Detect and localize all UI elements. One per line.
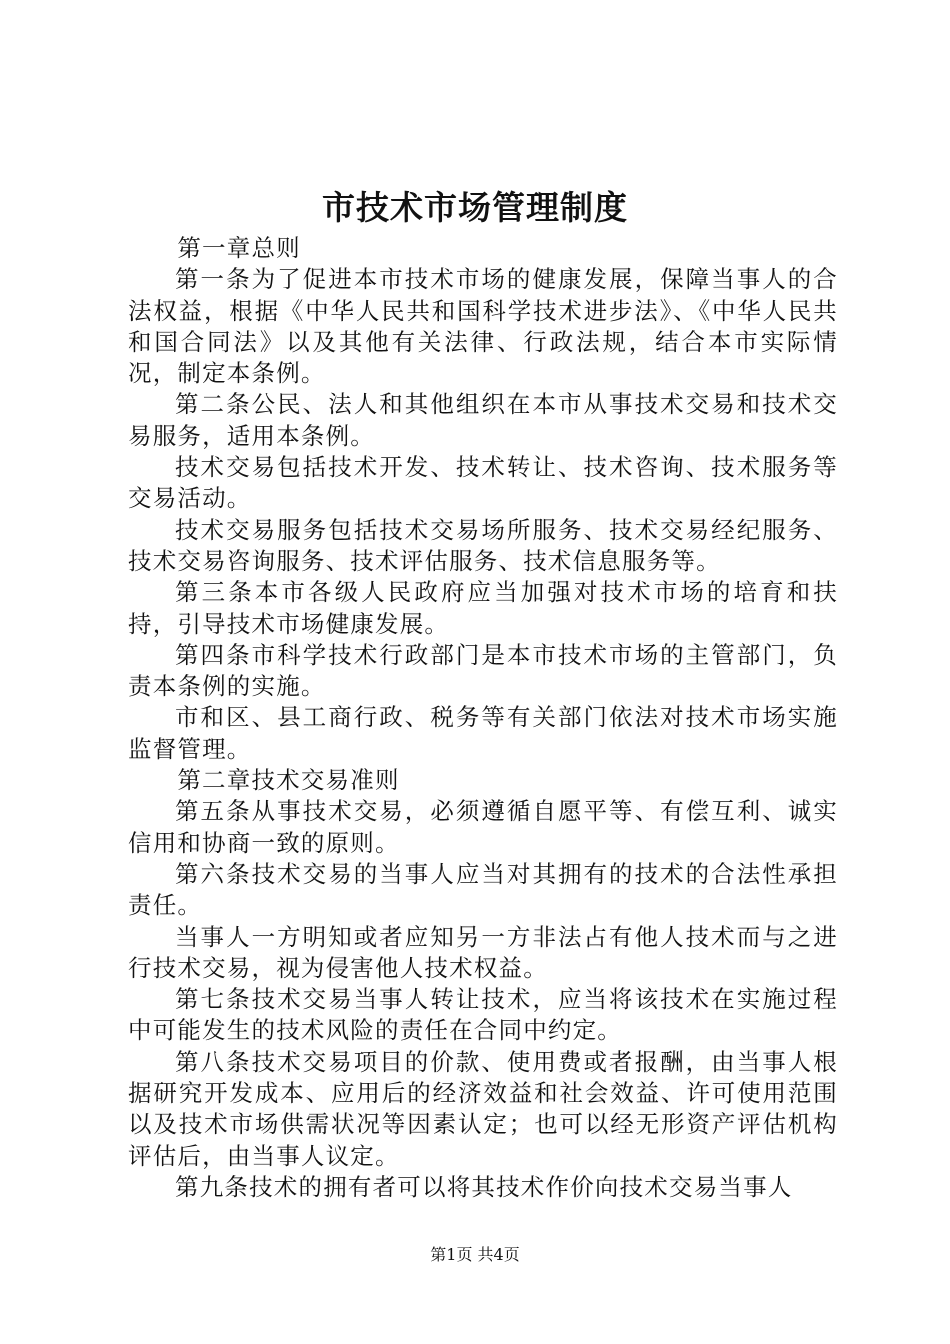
document-title: 市技术市场管理制度 <box>322 188 628 227</box>
paragraph: 市和区、县工商行政、税务等有关部门依法对技术市场实施监督管理。 <box>128 703 838 763</box>
paragraph: 第五条从事技术交易，必须遵循自愿平等、有偿互利、诚实信用和协商一致的原则。 <box>128 797 838 857</box>
paragraph: 第一条为了促进本市技术市场的健康发展，保障当事人的合法权益，根据《中华人民共和国科学技术进步法》、《中华人民共和国合同法》以及其他有关法律、行政法规，结合本市实际情况，制定本条例。 <box>128 265 838 388</box>
paragraph: 第四条市科学技术行政部门是本市技术市场的主管部门，负责本条例的实施。 <box>128 640 838 701</box>
page-footer: 第1页 共4页 <box>430 1245 520 1264</box>
document-body <box>128 233 838 1203</box>
chapter-heading: 第二章技术交易准则 <box>177 766 400 795</box>
paragraph: 第九条技术的拥有者可以将其技术作价向技术交易当事人 <box>175 1172 793 1201</box>
paragraph: 当事人一方明知或者应知另一方非法占有他人技术而与之进行技术交易，视为侵害他人技术权益。 <box>128 922 838 982</box>
paragraph: 第七条技术交易当事人转让技术，应当将该技术在实施过程中可能发生的技术风险的责任在合同中约定。 <box>128 985 838 1045</box>
paragraph: 技术交易包括技术开发、技术转让、技术咨询、技术服务等交易活动。 <box>128 453 838 513</box>
paragraph: 第六条技术交易的当事人应当对其拥有的技术的合法性承担责任。 <box>128 859 838 920</box>
chapter-heading: 第一章总则 <box>177 234 301 262</box>
paragraph: 第二条公民、法人和其他组织在本市从事技术交易和技术交易服务，适用本条例。 <box>128 390 838 450</box>
paragraph: 技术交易服务包括技术交易场所服务、技术交易经纪服务、技术交易咨询服务、技术评估服务、技术信息服务等。 <box>128 515 838 575</box>
paragraph: 第八条技术交易项目的价款、使用费或者报酬，由当事人根据研究开发成本、应用后的经济效益和社会效益、许可使用范围以及技术市场供需状况等因素认定；也可以经无形资产评估机构评估后，由当事人议定。 <box>128 1047 838 1170</box>
paragraph: 第三条本市各级人民政府应当加强对技术市场的培育和扶持，引导技术市场健康发展。 <box>128 578 838 638</box>
